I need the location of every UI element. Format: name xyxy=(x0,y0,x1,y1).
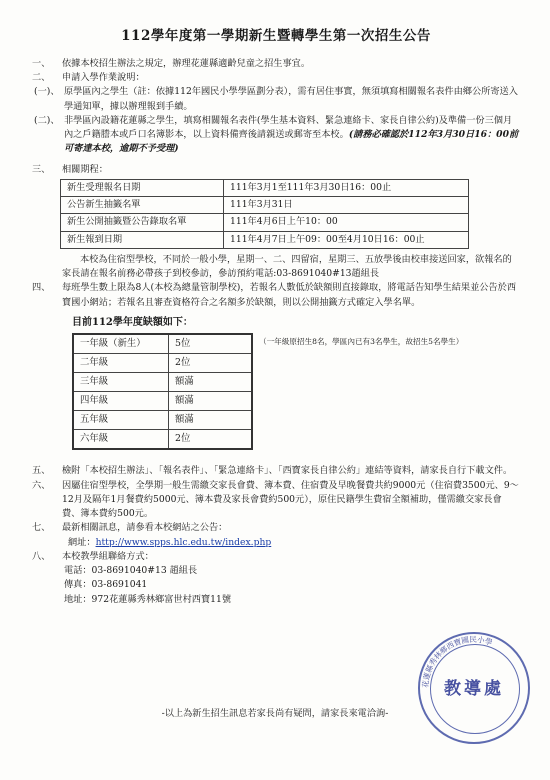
contact-address: 地址：972花蓮縣秀林鄉富世村西寶11號 xyxy=(64,593,232,605)
schedule-table xyxy=(60,179,469,249)
item-2-2-text: 非學區內設籍花蓮縣之學生，填寫相關報名表件(學生基本資料、緊急連絡卡、家長自律公約)及準備一份三個月內之戶籍謄本或戶口名簿影本，以上資料備齊後請親送或郵寄至本校。 xyxy=(64,114,513,141)
contact-fax: 傳真：03-8691041 xyxy=(64,579,148,591)
table-row: 新生報到日期 111年4月7日上午09：00至4月10日16：00止 xyxy=(61,231,469,248)
boarding-note: 本校為住宿型學校，不同於一般小學，星期一、二、四留宿，星期三、五放學後由校車接送回家，欲報名的家長請在報名前務必帶孩子到校參訪，參訪預約電話:03-8691040#13趙組長 xyxy=(62,253,512,280)
seal-center-text: 教導處 xyxy=(444,679,504,699)
item-2-1: (一)、 原學區內之學生（註：依據112年國民小學學區劃分表），需有居住事實，無須填寫相關報名表件由鄉公所寄送入學通知單，據以辦理報到手續。 xyxy=(34,86,518,112)
item-8: 八、 本校教學組聯絡方式： xyxy=(32,550,154,562)
vacancy-table xyxy=(72,333,253,450)
item-4: 四、 每班學生數上限為8人(本校為總量管制學校)，若報名人數低於缺額則直接錄取，將電話告知學生結果並公告於西寶國小網站；若報名且審查資格符合之名額多於缺額，則以公開抽籤方式確定入學名單。 xyxy=(32,282,517,308)
item-6: 六、 因屬住宿型學校，全學期一般生需繳交家長會費、簿本費、住宿費及早晚餐費共約9000元（住宿費3500元、9～12月及隔年1月餐費約5000元、簿本費及家長會費約500元），原住民籍學生費宿全額補助，僅需繳交家長會費、簿本費約500元。 xyxy=(32,479,519,520)
item-3: 三、 相關期程： xyxy=(32,163,108,175)
table-row: 六年級 2位 xyxy=(73,430,252,450)
item-7: 七、 最新相關訊息，請參看本校網站之公告： xyxy=(32,522,228,534)
table-row: 一年級（新生） 5位 xyxy=(73,334,252,354)
office-seal-stamp xyxy=(418,632,530,744)
footer-note: -以上為新生招生訊息若家長尚有疑問，請家長來電洽詢- xyxy=(161,708,389,719)
school-website-link[interactable]: http://www.spps.hlc.edu.tw/index.php xyxy=(95,536,272,548)
table-row: 公告新生抽籤名單 111年3月31日 xyxy=(61,197,469,214)
deadline-emphasis: (請務必確認於112年3月30日16：00前可寄達本校，逾期不予受理) xyxy=(64,129,519,155)
svg-text:花蓮縣秀林鄉西寶國民小學: 花蓮縣秀林鄉西寶國民小學 xyxy=(420,634,494,689)
table-row: 五年級 額滿 xyxy=(73,411,252,430)
item-1: 一、 依據本校招生辦法之規定，辦理花蓮縣適齡兒童之招生事宜。 xyxy=(32,57,311,69)
item-5: 五、 檢附「本校招生辦法」、「報名表件」、「緊急連絡卡」、「西寶家長自律公約」連結等資料，請家長自行下載文件。 xyxy=(32,465,513,477)
page-title: 112學年度第一學期新生暨轉學生第一次招生公告 xyxy=(121,28,431,44)
table-row: 二年級 2位 xyxy=(73,354,252,373)
item-2-2: (二)、 非學區內設籍花蓮縣之學生，填寫相關報名表件(學生基本資料、緊急連絡卡、家長自律公約)及準備一份三個月內之戶籍謄本或戶口名簿影本，以上資料備齊後請親送或郵寄至本校。(請務必確認於112年3月30日16：00前可寄達本校，逾期不予受理) xyxy=(34,114,519,155)
table-row: 新生公開抽籤暨公告錄取名單 111年4月6日上午10：00 xyxy=(61,214,469,231)
table-row: 三年級 額滿 xyxy=(73,373,252,392)
table-row: 四年級 額滿 xyxy=(73,392,252,411)
item-2: 二、 申請入學作業說明： xyxy=(32,72,145,84)
website-line: 網址：http://www.spps.hlc.edu.tw/index.php xyxy=(68,536,272,548)
table-row: 新生受理報名日期 111年3月1至111年3月30日16：00止 xyxy=(61,179,469,196)
vacancy-title: 目前112學年度缺額如下： xyxy=(72,316,193,328)
contact-phone: 電話：03-8691040#13 趙組長 xyxy=(64,565,198,577)
vacancy-note: （一年級原招生8名，學區內已有3名學生，故招生5名學生） xyxy=(259,337,464,347)
